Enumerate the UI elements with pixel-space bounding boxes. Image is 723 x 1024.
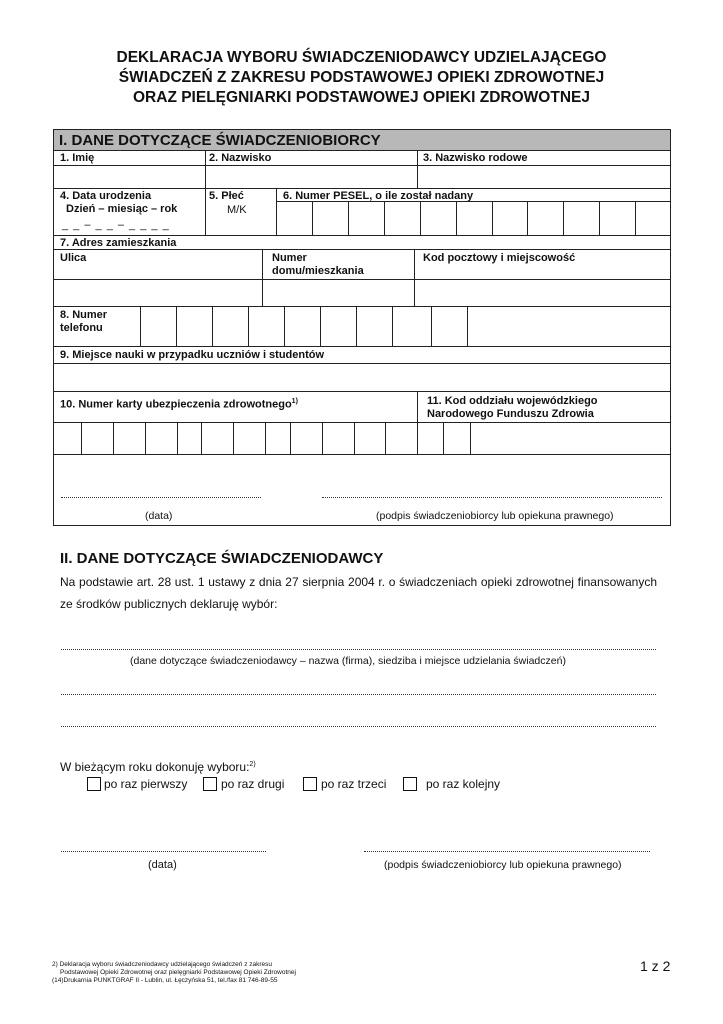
- insurance-card-label: 10. Numer karty ubezpieczenia zdrowotnego$^{1)}$: [60, 398, 298, 411]
- birth-date-label: 4. Data urodzenia: [60, 190, 152, 202]
- last-name-label: 2. Nazwisko: [209, 152, 272, 164]
- date-line-1[interactable]: [61, 497, 261, 498]
- choice-label: W bieżącym roku dokonuję wyboru:$^{2)}$: [60, 760, 256, 774]
- provider-line-2[interactable]: [61, 694, 656, 695]
- date-caption-1: (data): [145, 510, 173, 522]
- pesel-label: 6. Numer PESEL, o ile został nadany: [283, 190, 474, 202]
- checkbox-first-time[interactable]: [87, 777, 101, 791]
- first-name-label: 1. Imię: [60, 152, 95, 164]
- option-first-time: po raz pierwszy: [104, 777, 188, 791]
- sex-label: 5. Płeć: [209, 190, 244, 202]
- house-number-label: Numer domu/mieszkania: [272, 252, 364, 277]
- postal-city-field[interactable]: [415, 280, 670, 305]
- checkbox-third-time[interactable]: [303, 777, 317, 791]
- phone-label: 8. Numer telefonu: [60, 309, 108, 334]
- street-field[interactable]: [54, 280, 261, 305]
- date-caption-2: (data): [148, 859, 177, 871]
- checkbox-second-time[interactable]: [203, 777, 217, 791]
- option-second-time: po raz drugi: [221, 777, 285, 791]
- footnote-2-ref: 2): [249, 761, 256, 768]
- first-name-field[interactable]: [54, 166, 204, 187]
- footer-line-1: 2) Deklaracja wyboru świadczeniodawcy udzielającego świadczeń z zakresu: [52, 961, 273, 968]
- signature-caption-2: (podpis świadczeniobiorcy lub opiekuna prawnego): [384, 859, 622, 871]
- section-1-title: I. DANE DOTYCZĄCE ŚWIADCZENIOBIORCY: [59, 132, 381, 149]
- document-title: [0, 48, 723, 108]
- legal-basis-paragraph: Na podstawie art. 28 ust. 1 ustawy z dnia 27 sierpnia 2004 r. o świadczeniach opieki zdrowotnej finansowanych ze środków publicznych deklaruję wybór:: [60, 575, 657, 611]
- study-place-label: 9. Miejsce nauki w przypadku uczniów i studentów: [60, 349, 325, 361]
- last-name-field[interactable]: [206, 166, 416, 187]
- title-line-3: ORAZ PIELĘGNIARKI PODSTAWOWEJ OPIEKI ZDROWOTNEJ: [133, 89, 590, 106]
- study-place-field[interactable]: [54, 364, 670, 390]
- family-name-label: 3. Nazwisko rodowe: [423, 152, 528, 164]
- postal-city-label: Kod pocztowy i miejscowość: [423, 252, 576, 264]
- signature-caption-1: (podpis świadczeniobiorcy lub opiekuna prawnego): [376, 510, 614, 522]
- provider-caption: (dane dotyczące świadczeniodawcy – nazwa (firma), siedziba i miejsce udzielania świadczeń): [130, 655, 566, 667]
- house-number-field[interactable]: [263, 280, 413, 305]
- option-third-time: po raz trzeci: [321, 777, 387, 791]
- signature-line-2[interactable]: [364, 851, 650, 852]
- birth-date-format: Dzień – miesiąc – rok: [66, 203, 178, 215]
- nfz-branch-label: 11. Kod oddziału wojewódzkiego Narodowego Funduszu Zdrowia: [427, 395, 598, 420]
- sex-options[interactable]: M/K: [227, 204, 247, 216]
- date-line-2[interactable]: [61, 851, 266, 852]
- provider-line-1[interactable]: [61, 649, 656, 650]
- birth-date-field[interactable]: _ _ – _ _ – _ _ _ _: [62, 219, 170, 231]
- street-label: Ulica: [60, 252, 87, 264]
- page-number: 1 z 2: [640, 958, 671, 974]
- section-2-title: II. DANE DOTYCZĄCE ŚWIADCZENIODAWCY: [60, 550, 384, 567]
- footer-printer: (14)Drukarnia PUNKTGRAF II - Lublin, ul. Łęczyńska 51, tel./fax 81 746-89-55: [52, 977, 278, 984]
- title-line-2: ŚWIADCZEŃ Z ZAKRESU PODSTAWOWEJ OPIEKI ZDROWOTNEJ: [118, 69, 605, 86]
- footnote-1-ref: 1): [291, 398, 298, 405]
- address-label: 7. Adres zamieszkania: [60, 237, 177, 249]
- option-next-time: po raz kolejny: [426, 777, 501, 791]
- signature-line-1[interactable]: [322, 497, 662, 498]
- title-line-1: DEKLARACJA WYBORU ŚWIADCZENIODAWCY UDZIELAJĄCEGO: [116, 49, 607, 66]
- family-name-field[interactable]: [418, 166, 670, 187]
- footer-line-2: Podstawowej Opieki Zdrowotnej oraz pielęgniarki Podstawowej Opieki Zdrowotnej: [60, 969, 296, 976]
- provider-line-3[interactable]: [61, 726, 656, 727]
- checkbox-next-time[interactable]: [403, 777, 417, 791]
